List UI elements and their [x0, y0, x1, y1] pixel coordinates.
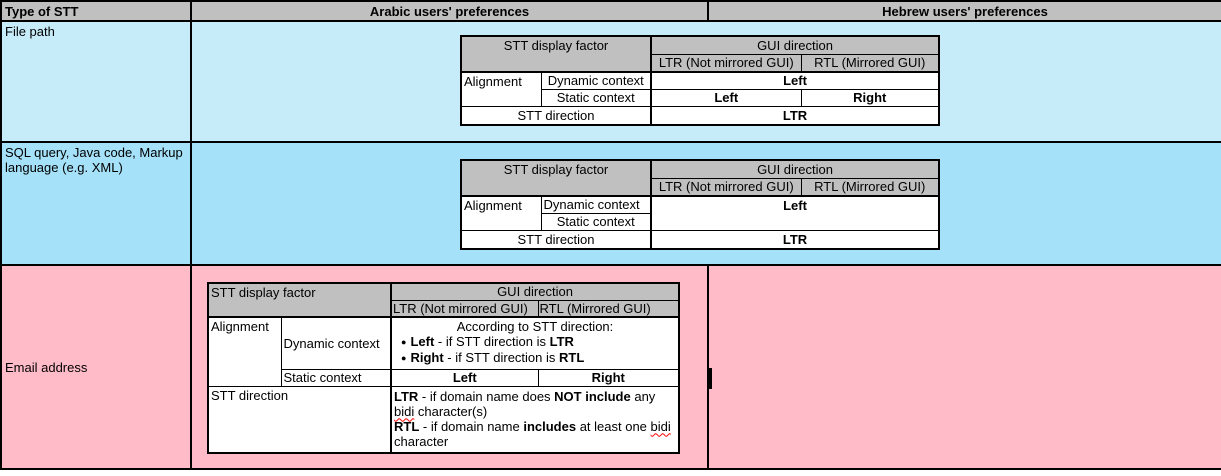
bullet-icon: ● — [401, 353, 407, 363]
cell-static-context: Static context — [541, 89, 651, 106]
cell-ltr-column-header: LTR (Not mirrored GUI) — [391, 300, 538, 317]
cell-stt-direction: STT direction — [461, 230, 651, 249]
cell-static-ltr-value: Left — [391, 369, 538, 386]
cell-stt-direction: STT direction — [208, 386, 391, 453]
cell-dynamic-context: Dynamic context — [541, 72, 651, 89]
misspelled-word: bidi — [394, 403, 415, 419]
filepath-preferences-table — [460, 35, 940, 126]
cell-rtl-column-header: RTL (Mirrored GUI) — [538, 300, 679, 317]
sql-preferences-table — [460, 159, 940, 250]
row-filepath-content-cell — [191, 21, 1221, 142]
cell-rtl-column-header: RTL (Mirrored GUI) — [801, 54, 939, 72]
cell-rtl-column-header: RTL (Mirrored GUI) — [801, 178, 939, 196]
stt-direction-rule-rtl: RTL - if domain name includes at least one bidi character — [394, 418, 671, 449]
header-cell-type-of-stt: Type of STT — [1, 1, 191, 21]
cell-stt-direction: STT direction — [461, 106, 651, 125]
cell-stt-display-factor: STT display factor — [461, 160, 651, 196]
cell-dynamic-value — [391, 317, 679, 369]
header-cell-arabic-preferences: Arabic users' preferences — [191, 1, 708, 21]
cell-dynamic-static-value: Left — [651, 196, 939, 230]
cell-gui-direction: GUI direction — [391, 283, 679, 300]
row-email-hebrew-cell — [708, 265, 1221, 469]
cell-alignment: Alignment — [461, 196, 541, 230]
cell-ltr-column-header: LTR (Not mirrored GUI) — [651, 178, 801, 196]
dynamic-value-intro: According to STT direction: — [456, 319, 614, 334]
cell-stt-direction-value: LTR — [651, 106, 939, 125]
cell-stt-direction-value — [391, 386, 679, 453]
cell-stt-display-factor: STT display factor — [461, 36, 651, 72]
cell-static-ltr-value: Left — [651, 89, 801, 106]
cell-dynamic-context: Dynamic context — [541, 196, 651, 213]
cell-dynamic-context: Dynamic context — [281, 317, 391, 369]
cell-static-rtl-value: Right — [538, 369, 679, 386]
email-preferences-table — [207, 282, 680, 454]
row-email-label-cell: Email address — [1, 265, 191, 469]
header-cell-hebrew-preferences: Hebrew users' preferences — [708, 1, 1221, 21]
stt-direction-rule-ltr: LTR - if domain name does NOT include any bidi character(s) — [394, 388, 656, 419]
cell-gui-direction: GUI direction — [651, 160, 939, 178]
row-sql-content-cell — [191, 142, 1221, 265]
row-email-arabic-cell — [191, 265, 708, 469]
cell-ltr-column-header: LTR (Not mirrored GUI) — [651, 54, 801, 72]
bullet-icon: ● — [401, 337, 407, 347]
cell-static-context: Static context — [541, 213, 651, 230]
cell-gui-direction: GUI direction — [651, 36, 939, 54]
dynamic-value-bullet-rtl: ● Right - if STT direction is RTL — [401, 350, 585, 365]
cell-alignment: Alignment — [208, 317, 281, 386]
dynamic-value-bullet-ltr: ● Left - if STT direction is LTR — [401, 334, 574, 349]
cell-dynamic-value: Left — [651, 72, 939, 89]
cell-static-context: Static context — [281, 369, 391, 386]
border-artifact-mark — [709, 368, 712, 389]
row-sql-label-cell: SQL query, Java code, Markup language (e.g. XML) — [1, 142, 191, 265]
cell-alignment: Alignment — [461, 72, 541, 106]
cell-stt-direction-value: LTR — [651, 230, 939, 249]
cell-stt-display-factor: STT display factor — [208, 283, 391, 317]
misspelled-word: bidi — [650, 418, 671, 434]
cell-static-rtl-value: Right — [801, 89, 939, 106]
row-filepath-label-cell: File path — [1, 21, 191, 142]
